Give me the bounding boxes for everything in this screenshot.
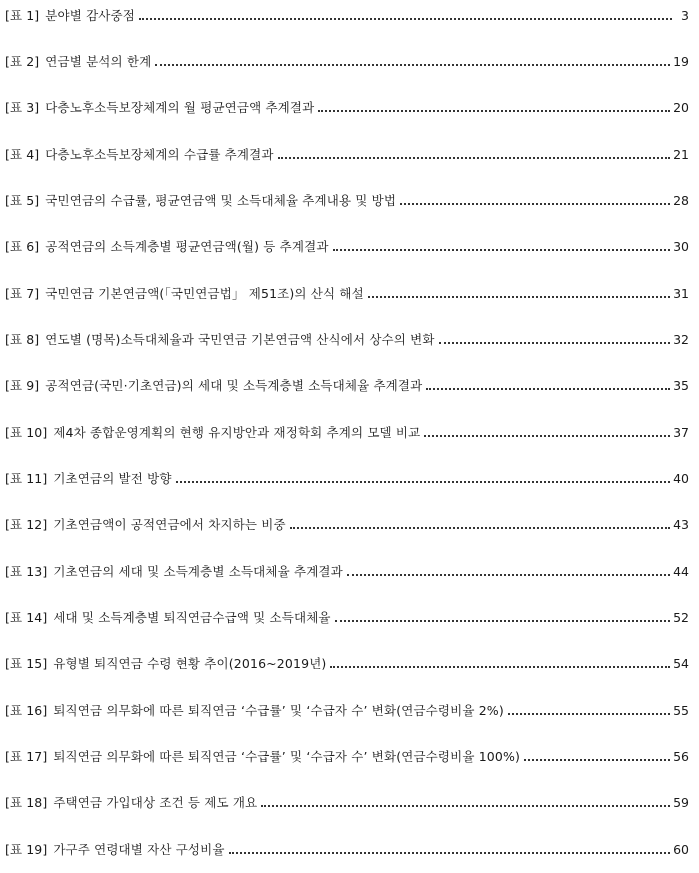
dot-leader bbox=[333, 249, 671, 251]
toc-entry-title: 주택연금 가입대상 조건 등 제도 개요 bbox=[53, 795, 258, 810]
toc-entry-page: 37 bbox=[673, 425, 689, 440]
toc-entry-title: 공적연금의 소득계층별 평균연금액(월) 등 추계결과 bbox=[45, 239, 329, 254]
toc-entry-title: 기초연금액이 공적연금에서 차지하는 비중 bbox=[53, 517, 286, 532]
dot-leader bbox=[524, 759, 670, 761]
toc-entry-title: 연도별 (명목)소득대체율과 국민연금 기본연금액 산식에서 상수의 변화 bbox=[45, 332, 435, 347]
toc-entry-page: 19 bbox=[673, 54, 689, 69]
toc-entry-label: [표 2] bbox=[5, 54, 40, 69]
toc-entry[interactable] bbox=[5, 374, 689, 394]
toc-entry[interactable] bbox=[5, 421, 689, 441]
toc-entry-label: [표 5] bbox=[5, 193, 40, 208]
toc-entry[interactable] bbox=[5, 143, 689, 163]
toc-entry-title: 기초연금의 세대 및 소득계층별 소득대체율 추계결과 bbox=[53, 564, 343, 579]
toc-entry-page: 43 bbox=[673, 517, 689, 532]
toc-entry-label: [표 8] bbox=[5, 332, 40, 347]
toc-entry-label: [표 11] bbox=[5, 471, 48, 486]
dot-leader bbox=[330, 666, 670, 668]
toc-entry[interactable] bbox=[5, 4, 689, 24]
toc-entry[interactable] bbox=[5, 699, 689, 719]
toc-entry-label: [표 16] bbox=[5, 703, 48, 718]
toc-entry-page: 55 bbox=[673, 703, 689, 718]
toc-entry-label: [표 6] bbox=[5, 239, 40, 254]
dot-leader bbox=[290, 527, 670, 529]
toc-entry-label: [표 13] bbox=[5, 564, 48, 579]
toc-entry-page: 21 bbox=[673, 147, 689, 162]
toc-entry-page: 28 bbox=[673, 193, 689, 208]
toc-entry-label: [표 7] bbox=[5, 286, 40, 301]
toc-entry[interactable] bbox=[5, 791, 689, 811]
dot-leader bbox=[439, 342, 671, 344]
toc-entry-label: [표 14] bbox=[5, 610, 48, 625]
dot-leader bbox=[318, 110, 670, 112]
dot-leader bbox=[229, 852, 670, 854]
toc-entry-label: [표 4] bbox=[5, 147, 40, 162]
toc-entry[interactable] bbox=[5, 560, 689, 580]
toc-entry-page: 30 bbox=[673, 239, 689, 254]
dot-leader bbox=[176, 481, 671, 483]
toc-entry-page: 32 bbox=[673, 332, 689, 347]
dot-leader bbox=[278, 157, 671, 159]
toc-entry-page: 31 bbox=[673, 286, 689, 301]
toc-entry[interactable] bbox=[5, 96, 689, 116]
toc-entry-title: 국민연금 기본연금액(「국민연금법」 제51조)의 산식 해설 bbox=[45, 286, 364, 301]
toc-entry-page: 40 bbox=[673, 471, 689, 486]
toc-entry-page: 52 bbox=[673, 610, 689, 625]
toc-entry[interactable] bbox=[5, 838, 689, 858]
toc-entry[interactable] bbox=[5, 235, 689, 255]
toc-entry[interactable] bbox=[5, 745, 689, 765]
toc-entry-label: [표 12] bbox=[5, 517, 48, 532]
toc-entry-title: 다층노후소득보장체계의 수급률 추계결과 bbox=[45, 147, 274, 162]
dot-leader bbox=[400, 203, 670, 205]
toc-entry-label: [표 9] bbox=[5, 378, 40, 393]
toc-entry[interactable] bbox=[5, 50, 689, 70]
toc-entry-label: [표 18] bbox=[5, 795, 48, 810]
toc-entry[interactable] bbox=[5, 467, 689, 487]
toc-entry-label: [표 3] bbox=[5, 100, 40, 115]
dot-leader bbox=[424, 435, 670, 437]
toc-entry[interactable] bbox=[5, 189, 689, 209]
toc-entry[interactable] bbox=[5, 606, 689, 626]
toc-entry-title: 퇴직연금 의무화에 따른 퇴직연금 ‘수급률’ 및 ‘수급자 수’ 변화(연금수령비율 100%) bbox=[53, 749, 521, 764]
toc-entry-title: 다층노후소득보장체계의 월 평균연금액 추계결과 bbox=[45, 100, 315, 115]
dot-leader bbox=[335, 620, 670, 622]
toc-entry[interactable] bbox=[5, 652, 689, 672]
toc-entry-page: 3 bbox=[681, 8, 689, 23]
toc-entry-page: 60 bbox=[673, 842, 689, 857]
dot-leader bbox=[368, 296, 670, 298]
toc-entry-page: 54 bbox=[673, 656, 689, 671]
dot-leader bbox=[426, 388, 670, 390]
toc-entry-title: 기초연금의 발전 방향 bbox=[53, 471, 172, 486]
toc-entry-page: 20 bbox=[673, 100, 689, 115]
toc-entry-label: [표 19] bbox=[5, 842, 48, 857]
toc-entry-title: 퇴직연금 의무화에 따른 퇴직연금 ‘수급률’ 및 ‘수급자 수’ 변화(연금수령비율 2%) bbox=[53, 703, 504, 718]
toc-entry[interactable] bbox=[5, 513, 689, 533]
toc-entry-label: [표 10] bbox=[5, 425, 48, 440]
toc-entry-label: [표 17] bbox=[5, 749, 48, 764]
toc-entry-title: 연금별 분석의 한계 bbox=[45, 54, 152, 69]
toc-entry-page: 35 bbox=[673, 378, 689, 393]
toc-entry-title: 가구주 연령대별 자산 구성비율 bbox=[53, 842, 225, 857]
toc-entry[interactable] bbox=[5, 328, 689, 348]
toc-entry-title: 세대 및 소득계층별 퇴직연금수급액 및 소득대체율 bbox=[53, 610, 331, 625]
dot-leader bbox=[347, 574, 670, 576]
dot-leader bbox=[508, 713, 670, 715]
toc-entry-title: 유형별 퇴직연금 수령 현황 추이(2016~2019년) bbox=[53, 656, 327, 671]
toc-entry-label: [표 1] bbox=[5, 8, 40, 23]
toc-entry-title: 분야별 감사중점 bbox=[45, 8, 135, 23]
dot-leader bbox=[155, 64, 670, 66]
toc-entry-title: 국민연금의 수급률, 평균연금액 및 소득대체율 추계내용 및 방법 bbox=[45, 193, 397, 208]
toc-entry-page: 56 bbox=[673, 749, 689, 764]
toc-entry-page: 44 bbox=[673, 564, 689, 579]
toc-entry-title: 공적연금(국민·기초연금)의 세대 및 소득계층별 소득대체율 추계결과 bbox=[45, 378, 423, 393]
toc-entry-label: [표 15] bbox=[5, 656, 48, 671]
toc-entry-title: 제4차 종합운영계획의 현행 유지방안과 재정학회 추계의 모델 비교 bbox=[53, 425, 421, 440]
dot-leader bbox=[139, 18, 672, 20]
dot-leader bbox=[261, 805, 670, 807]
toc-entry[interactable] bbox=[5, 282, 689, 302]
toc-entry-page: 59 bbox=[673, 795, 689, 810]
